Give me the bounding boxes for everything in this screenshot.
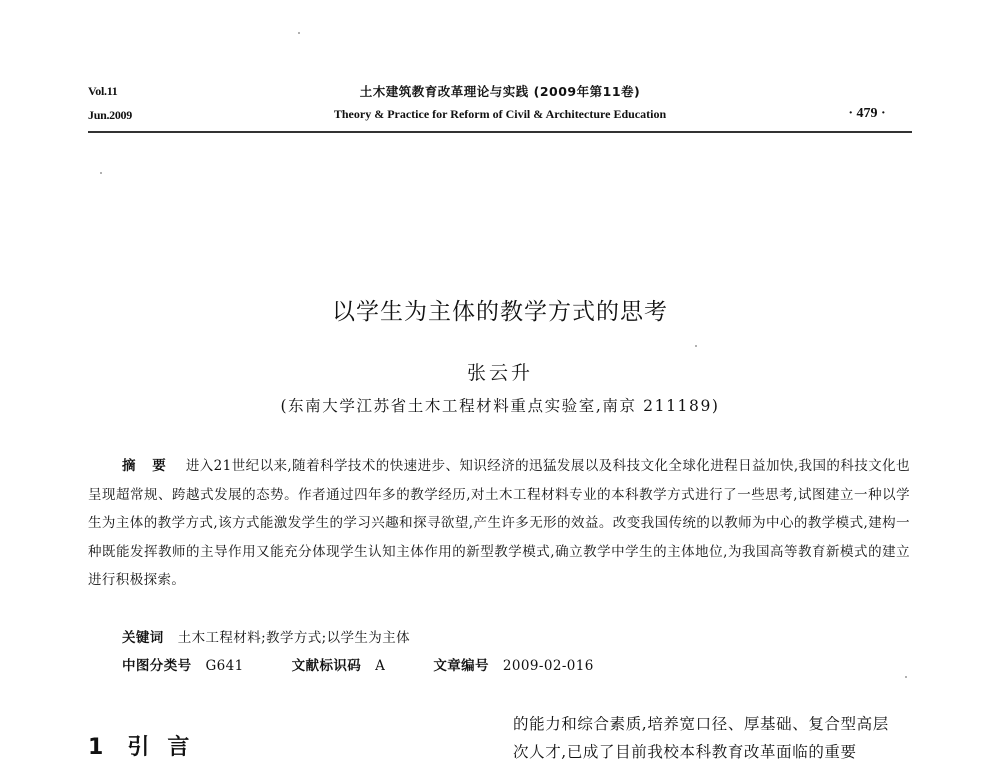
doc-code-label: 文献标识码 [291, 658, 362, 674]
article-id-value: 2009-02-016 [502, 658, 594, 674]
header-volume: Vol.11 [88, 84, 118, 98]
header-journal-english: Theory & Practice for Reform of Civil & Architecture Education [333, 107, 667, 121]
scan-speck [298, 32, 300, 34]
section-heading [88, 730, 207, 761]
header-rule [88, 131, 912, 133]
scan-speck [100, 172, 102, 174]
article-author: 张云升 [466, 362, 533, 384]
article-id-label: 文章编号 [433, 658, 489, 674]
body-text-right-column [513, 710, 913, 766]
abstract-text: 进入21世纪以来,随着科学技术的快速进步、知识经济的迅猛发展以及科技文化全球化进程日益加快,我国的科技文化也呈现超常规、跨越式发展的态势。作者通过四年多的教学经历,对土木工程材料专业的本科教学方式进行了一些思考,试图建立一种以学生为主体的教学方式,该方式能激发学生的学习兴趣和探寻欲望,产生许多无形的效益。改变我国传统的以教师为中心的教学模式,建构一种既能发挥教师的主导作用又能充分体现学生认知主体作用的新型教学模式,确立教学中学生的主体地位,为我国高等教育新模式的建立进行积极探索。 [88, 458, 911, 588]
clc-label: 中图分类号 [122, 658, 192, 674]
abstract-label: 摘 要 [122, 458, 172, 474]
body-line: 的能力和综合素质,培养宽口径、厚基础、复合型高层 [513, 715, 889, 733]
header-page-number: · 479 · [848, 106, 886, 121]
abstract [88, 452, 910, 595]
section-number: 1 [88, 735, 104, 760]
section-title: 引言 [127, 735, 208, 760]
header-journal-chinese: 土木建筑教育改革理论与实践 (2009年第11卷) [359, 84, 641, 99]
keywords-line [122, 626, 410, 646]
scan-speck [905, 676, 907, 678]
clc-value: G641 [205, 658, 244, 674]
classification-line [122, 654, 594, 674]
keywords-label: 关键词 [122, 630, 164, 646]
article-affiliation: (东南大学江苏省土木工程材料重点实验室,南京 211189) [280, 397, 720, 415]
doc-code-value: A [375, 658, 386, 674]
body-line: 次人才,已成了目前我校本科教育改革面临的重要 [513, 743, 857, 761]
keywords-value: 土木工程材料;教学方式;以学生为主体 [177, 630, 410, 646]
scan-speck [695, 345, 697, 347]
header-date: Jun.2009 [88, 108, 132, 122]
article-title: 以学生为主体的教学方式的思考 [332, 299, 668, 325]
